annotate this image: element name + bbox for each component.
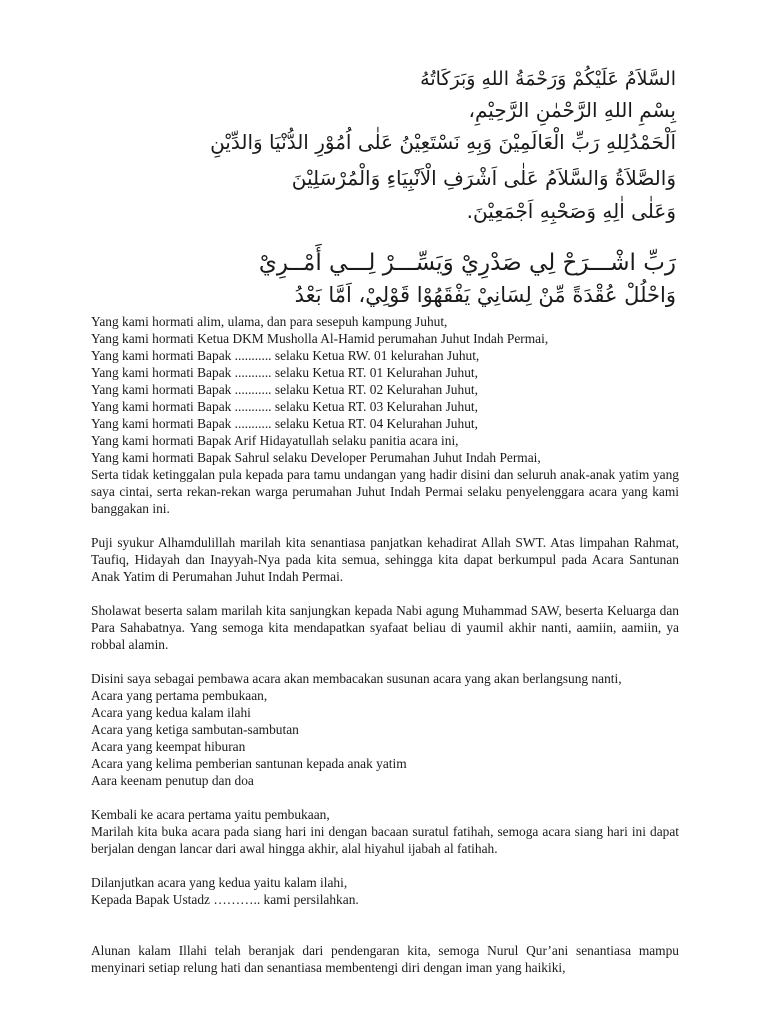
guests-paragraph: Serta tidak ketinggalan pula kepada para tamu undangan yang hadir disini dan seluruh anak-anak yatim yang saya cintai, serta rekan-rekan warga perumahan Juhut Indah Permai selaku penyelenggara acara yang kami banggakan ini. [91,467,679,516]
salutation-line: Yang kami hormati Bapak ........... selaku Ketua RT. 01 Kelurahan Juhut, [91,365,478,380]
salutation-line: Yang kami hormati Ketua DKM Musholla Al-Hamid perumahan Juhut Indah Permai, [91,331,549,346]
arabic-basmalah: بِسْمِ اللهِ الرَّحْمٰنِ الرَّحِيْمِ، [468,98,676,122]
agenda-item: Acara yang ketiga sambutan-sambutan [91,722,299,737]
salutation-line: Yang kami hormati Bapak Sahrul selaku Developer Perumahan Juhut Indah Permai, [91,450,541,465]
agenda-item: Acara yang kelima pemberian santunan kepada anak yatim [91,756,407,771]
alunan-paragraph: Alunan kalam Illahi telah beranjak dari pendengaran kita, semoga Nurul Qur’ani senantiasa mampu menyinari setiap relung hati dan senantiasa membentengi diri dengan iman yang haikiki, [91,943,679,975]
sholawat-paragraph: Sholawat beserta salam marilah kita sanjungkan kepada Nabi agung Muhammad SAW, beserta Keluarga dan Para Sahabatnya. Yang semoga kita mendapatkan syafaat beliau di yaumil akhir nanti, aamiin, aamiin, ya robbal alamin. [91,603,679,652]
kalam-ilahi-intro: Dilanjutkan acara yang kedua yaitu kalam ilahi, [91,875,348,890]
arabic-doa-line-2: وَاحْلُلْ عُقْدَةً مِّنْ لِسَانِيْ يَفْقَهُوْا قَوْلِيْ، اَمَّا بَعْدُ [294,283,676,307]
document-body [91,313,679,976]
salutation-line: Yang kami hormati Bapak ........... selaku Ketua RT. 03 Kelurahan Juhut, [91,399,478,414]
agenda-item: Acara yang kedua kalam ilahi [91,705,251,720]
pembukaan-intro: Kembali ke acara pertama yaitu pembukaan, [91,807,330,822]
salutation-line: Yang kami hormati Bapak Arif Hidayatullah selaku panitia acara ini, [91,433,459,448]
agenda-intro-paragraph: Disini saya sebagai pembawa acara akan membacakan susunan acara yang akan berlangsung nanti, [91,671,622,686]
pembukaan-paragraph: Marilah kita buka acara pada siang hari ini dengan bacaan suratul fatihah, semoga acara siang hari ini dapat berjalan dengan lancar dari awal hingga akhir, alal hiyahul ijabah al fatihah. [91,824,679,856]
kalam-ilahi-invite: Kepada Bapak Ustadz ……….. kami persilahkan. [91,892,359,907]
agenda-item: Acara yang pertama pembukaan, [91,688,268,703]
arabic-salam: السَّلاَمُ عَلَيْكُمْ وَرَحْمَةُ اللهِ وَبَرَكَاتُهُ [420,68,676,90]
agenda-item: Aara keenam penutup dan doa [91,773,254,788]
agenda-item: Acara yang keempat hiburan [91,739,246,754]
arabic-hamdalah: اَلْحَمْدُلِلهِ رَبِّ الْعَالَمِيْنَ وَبِهِ نَسْتَعِيْنُ عَلٰى اُمُوْرِ الدُّنْيَا وَالدِّيْنِ [210,130,676,154]
salutation-line: Yang kami hormati Bapak ........... selaku Ketua RT. 02 Kelurahan Juhut, [91,382,478,397]
arabic-alihi: وَعَلٰى اٰلِهِ وَصَحْبِهِ اَجْمَعِيْنَ. [466,199,676,223]
salutation-line: Yang kami hormati Bapak ........... selaku Ketua RW. 01 kelurahan Juhut, [91,348,480,363]
salutation-line: Yang kami hormati alim, ulama, dan para sesepuh kampung Juhut, [91,314,448,329]
salutation-line: Yang kami hormati Bapak ........... selaku Ketua RT. 04 Kelurahan Juhut, [91,416,478,431]
arabic-sholawat: وَالصَّلاَةُ وَالسَّلاَمُ عَلٰى اَشْرَفِ الْاَنْبِيَاءِ وَالْمُرْسَلِيْنَ [291,166,676,190]
puji-syukur-paragraph: Puji syukur Alhamdulillah marilah kita senantiasa panjatkan kehadirat Allah SWT. Atas limpahan Rahmat, Taufiq, Hidayah dan Inayyah-Nya pada kita semua, sehingga kita dapat berkumpul pada Acara Santunan Anak Yatim di Perumahan Juhut Indah Permai. [91,535,679,584]
arabic-doa-line-1: رَبِّ اشْـــرَحْ لِي صَدْرِيْ وَيَسِّـــرْ لِـــي أَمْــرِيْ [258,250,676,276]
